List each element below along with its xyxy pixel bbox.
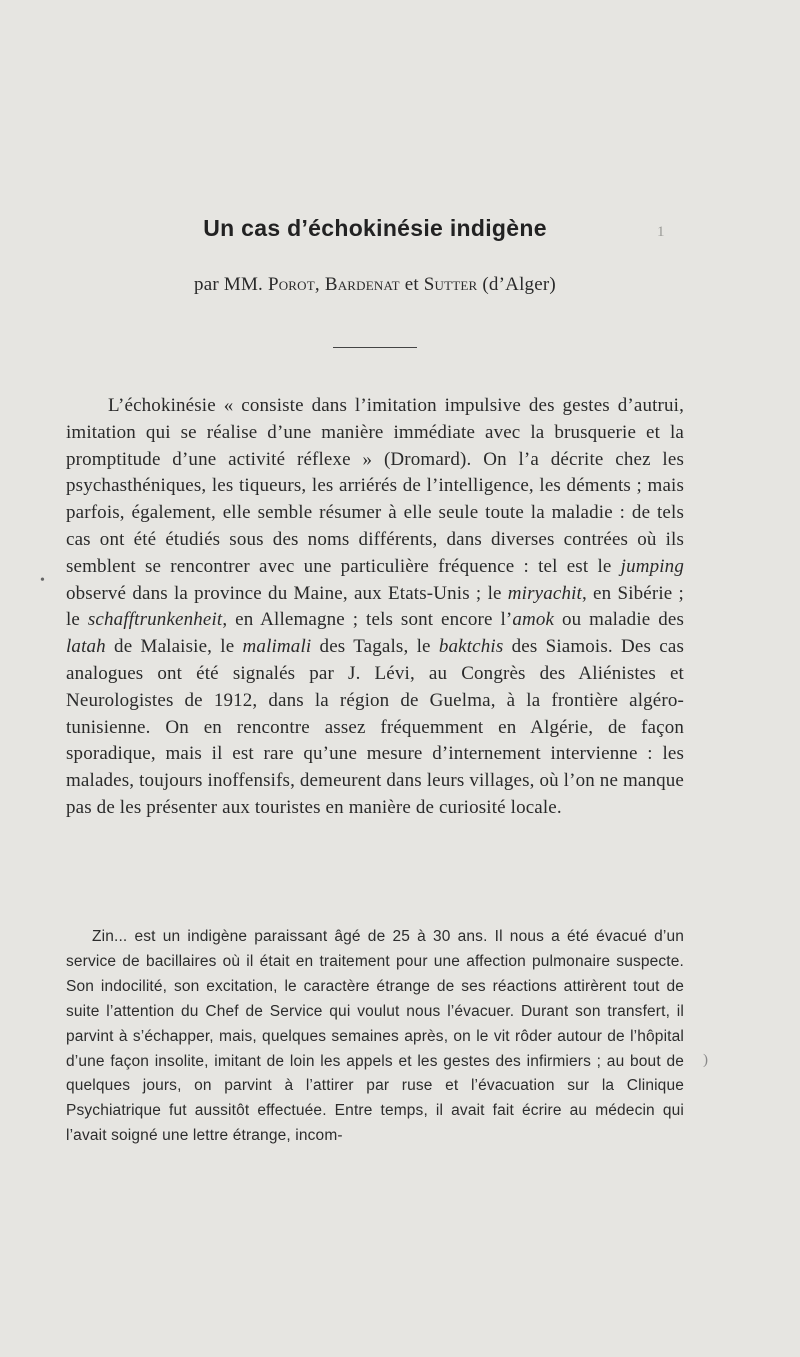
- italic-term: miryachit: [507, 582, 582, 604]
- italic-term: latah: [66, 636, 106, 658]
- article-title: Un cas d’échokinésie indigène: [203, 215, 547, 241]
- text-run: des Siamois. Des cas analogues ont été signalés par J. Lévi, au Congrès des Aliénistes et Neurologistes de 1912, dans la région de Guelma, à la frontière algéro-tunisienne. On en rencontre assez fréquemment en Algérie, de façon sporadique, mais il est rare qu’une mesure d’internement intervienne : les malades, toujours inoffensifs, demeurent dans leurs villages, où l’on ne manque pas de les présenter aux touristes en manière de curiosité locale.: [66, 636, 684, 818]
- margin-dot: •: [40, 573, 45, 588]
- intro-paragraph: [66, 393, 684, 822]
- author-sep-2: et: [399, 274, 424, 295]
- text-run: , en Sibérie ; le: [66, 582, 684, 631]
- separator-rule: [333, 347, 417, 348]
- italic-term: malimali: [242, 636, 312, 658]
- text-run: observé dans la province du Maine, aux Etats-Unis ; le: [66, 582, 508, 604]
- author-suffix: (d’Alger): [477, 274, 556, 295]
- margin-mark: ): [703, 1052, 708, 1068]
- italic-term: jumping: [620, 555, 684, 577]
- italic-term: baktchis: [438, 636, 504, 658]
- italic-term: schafftrunkenheit: [87, 609, 223, 631]
- author-sutter: Sutter: [423, 274, 478, 295]
- author-sep-1: ,: [314, 274, 325, 295]
- author-prefix: par MM.: [194, 274, 268, 295]
- italic-term: amok: [512, 609, 555, 631]
- text-run: L’échokinésie « consiste dans l’imitation impulsive des gestes d’autrui, imitation qui se réalise d’une manière immédiate avec la brusquerie et la promptitude d’une activité réflexe » (Dromard). On l’a décrite chez les psychasthéniques, les tiqueurs, les arriérés de l’intelligence, les déments ; mais parfois, également, elle semble résumer à elle seule toute la maladie : de tels cas ont été étudiés sous des noms différents, dans diverses contrées où ils semblent se rencontrer avec une particulière fréquence : tel est le: [66, 395, 684, 577]
- text-run: ou maladie des: [554, 609, 684, 631]
- footnote-mark: 1: [657, 224, 665, 240]
- author-bardenat: Bardenat: [324, 274, 400, 295]
- author-porot: Porot: [267, 274, 315, 295]
- author-line: [0, 274, 750, 296]
- text-run: , en Allemagne ; tels sont encore l’: [222, 609, 513, 631]
- case-paragraph: Zin... est un indigène paraissant âgé de 25 à 30 ans. Il nous a été évacué d’un service de bacillaires où il était en traitement pour une affection pulmonaire suspecte. Son indocilité, son excitation, le caractère étrange de ses réactions attirèrent tout de suite l’attention du Chef de Service qui voulut nous l’évacuer. Durant son transfert, il parvint à s’échapper, mais, quelques semaines après, on le vit rôder autour de l’hôpital d’une façon insolite, imitant de loin les appels et les gestes des infirmiers ; au bout de quelques jours, on parvint à l’attirer par ruse et l’évacuation sur la Clinique Psychiatrique fut aussitôt effectuée. Entre temps, il avait fait écrire au médecin qui l’avait soigné une lettre étrange, incom-: [66, 928, 684, 1145]
- text-run: des Tagals, le: [311, 636, 439, 658]
- text-run: de Malaisie, le: [105, 636, 243, 658]
